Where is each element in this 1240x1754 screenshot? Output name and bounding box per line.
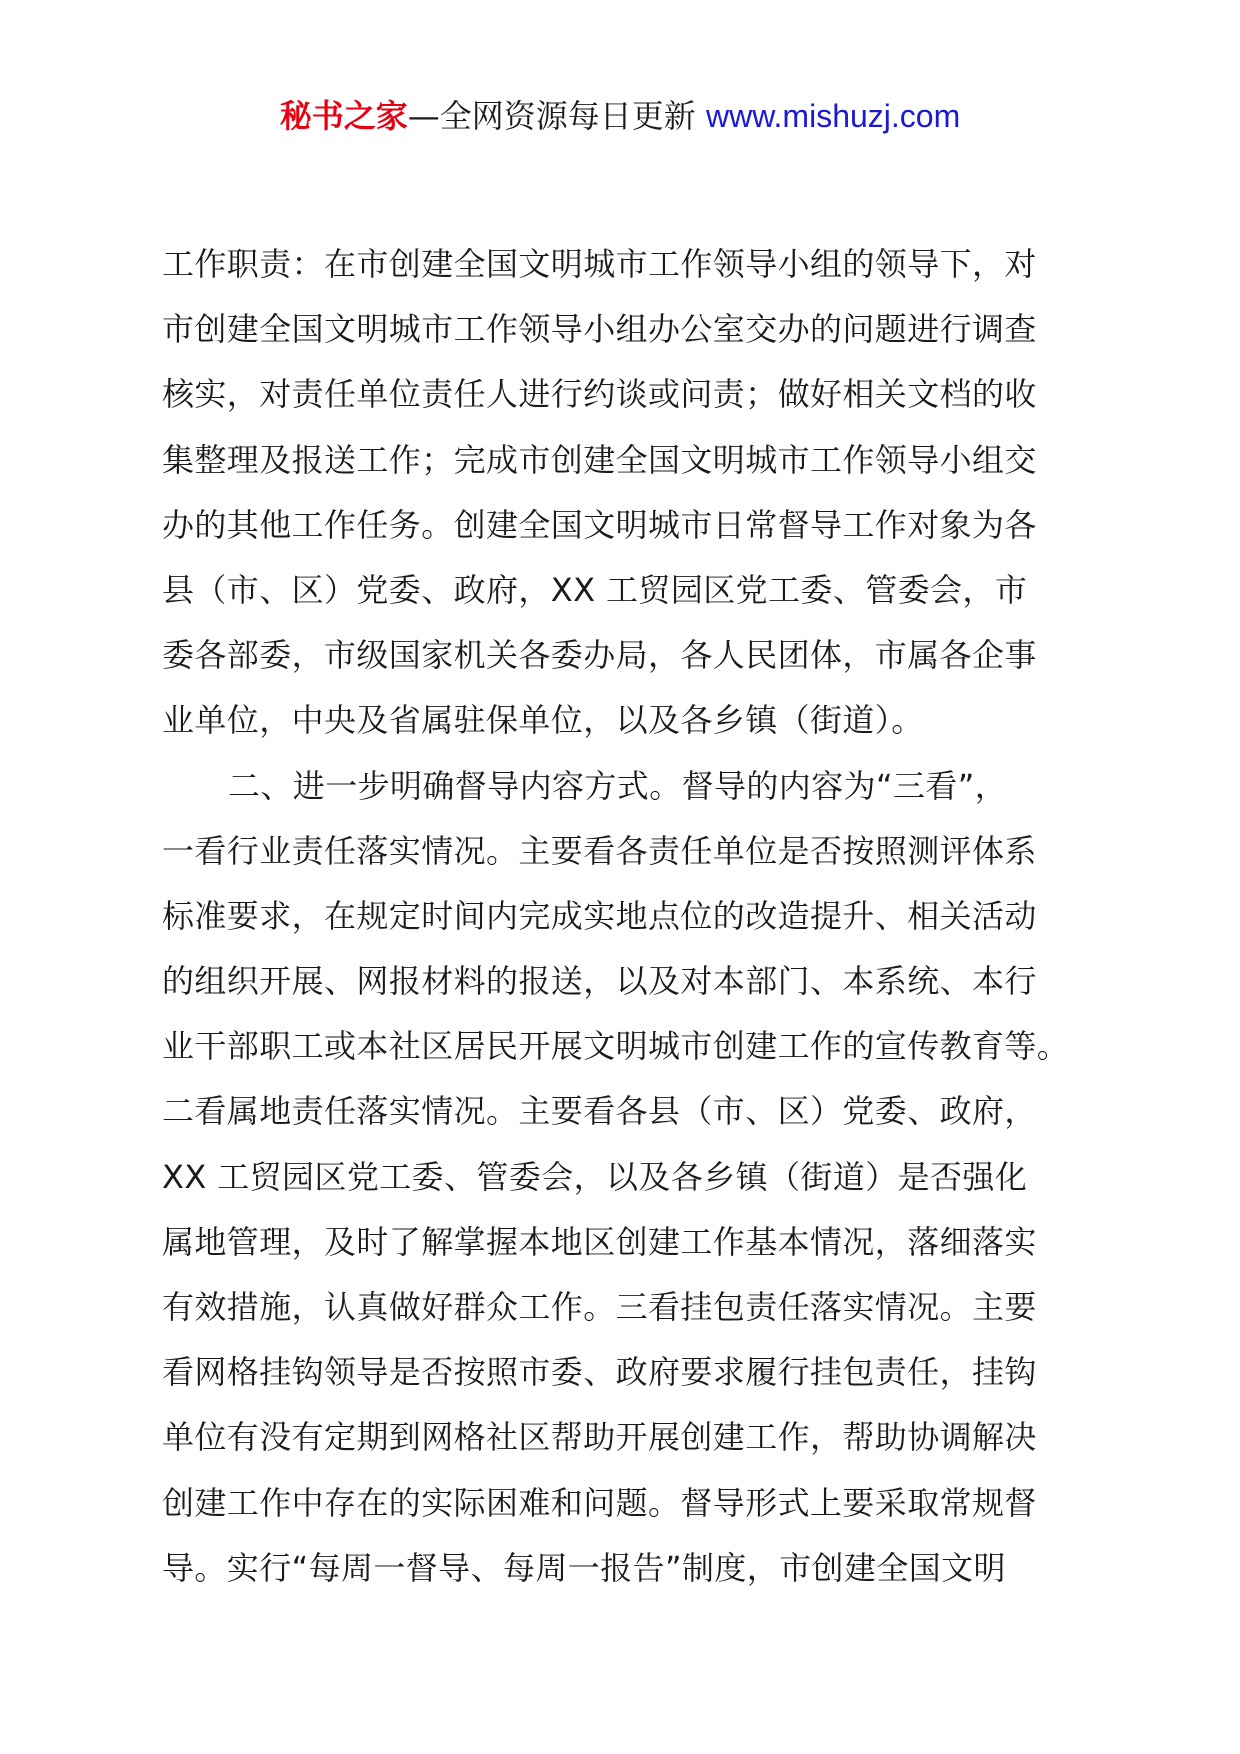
body-line: 一看行业责任落实情况。主要看各责任单位是否按照测评体系 [162, 831, 1037, 870]
body-line: 属地管理，及时了解掌握本地区创建工作基本情况，落细落实 [162, 1222, 1037, 1261]
body-line: 市创建全国文明城市工作领导小组办公室交办的问题进行调查 [162, 310, 1037, 349]
body-line: 的组织开展、网报材料的报送，以及对本部门、本系统、本行 [162, 962, 1037, 1001]
body-line: 单位有没有定期到网格社区帮助开展创建工作，帮助协调解决 [162, 1418, 1037, 1457]
site-header [0, 96, 1240, 136]
body-line: 办的其他工作任务。创建全国文明城市日常督导工作对象为各 [162, 505, 1037, 544]
body-line: 委各部委，市级国家机关各委办局，各人民团体，市属各企事 [162, 636, 1037, 675]
header-tagline: —全网资源每日更新 [407, 97, 696, 135]
section-heading-line: 二、进一步明确督导内容方式。督导的内容为“三看”， [228, 766, 1008, 805]
body-line: 创建工作中存在的实际困难和问题。督导形式上要采取常规督 [162, 1483, 1037, 1522]
header-url-link[interactable]: www.mishuzj.com [705, 98, 961, 134]
body-line: 核实，对责任单位责任人进行约谈或问责；做好相关文档的收 [162, 375, 1037, 414]
body-line: 标准要求，在规定时间内完成实地点位的改造提升、相关活动 [162, 896, 1037, 935]
body-line: 县（市、区）党委、政府，XX 工贸园区党工委、管委会，市 [162, 570, 1028, 609]
body-line: 看网格挂钩领导是否按照市委、政府要求履行挂包责任，挂钩 [162, 1353, 1037, 1392]
body-line: XX 工贸园区党工委、管委会，以及各乡镇（街道）是否强化 [162, 1157, 1028, 1196]
brand-name: 秘书之家 [279, 97, 408, 135]
body-line: 业单位，中央及省属驻保单位，以及各乡镇（街道）。 [162, 701, 924, 740]
body-line: 集整理及报送工作；完成市创建全国文明城市工作领导小组交 [162, 440, 1037, 479]
body-line: 工作职责：在市创建全国文明城市工作领导小组的领导下，对 [162, 245, 1037, 283]
body-line: 业干部职工或本社区居民开展文明城市创建工作的宣传教育等。 [162, 1027, 1070, 1066]
document-body [162, 232, 1092, 1601]
body-line: 二看属地责任落实情况。主要看各县（市、区）党委、政府， [162, 1092, 1037, 1131]
body-line: 导。实行“每周一督导、每周一报告”制度，市创建全国文明 [162, 1548, 1006, 1587]
body-line: 有效措施，认真做好群众工作。三看挂包责任落实情况。主要 [162, 1288, 1037, 1326]
